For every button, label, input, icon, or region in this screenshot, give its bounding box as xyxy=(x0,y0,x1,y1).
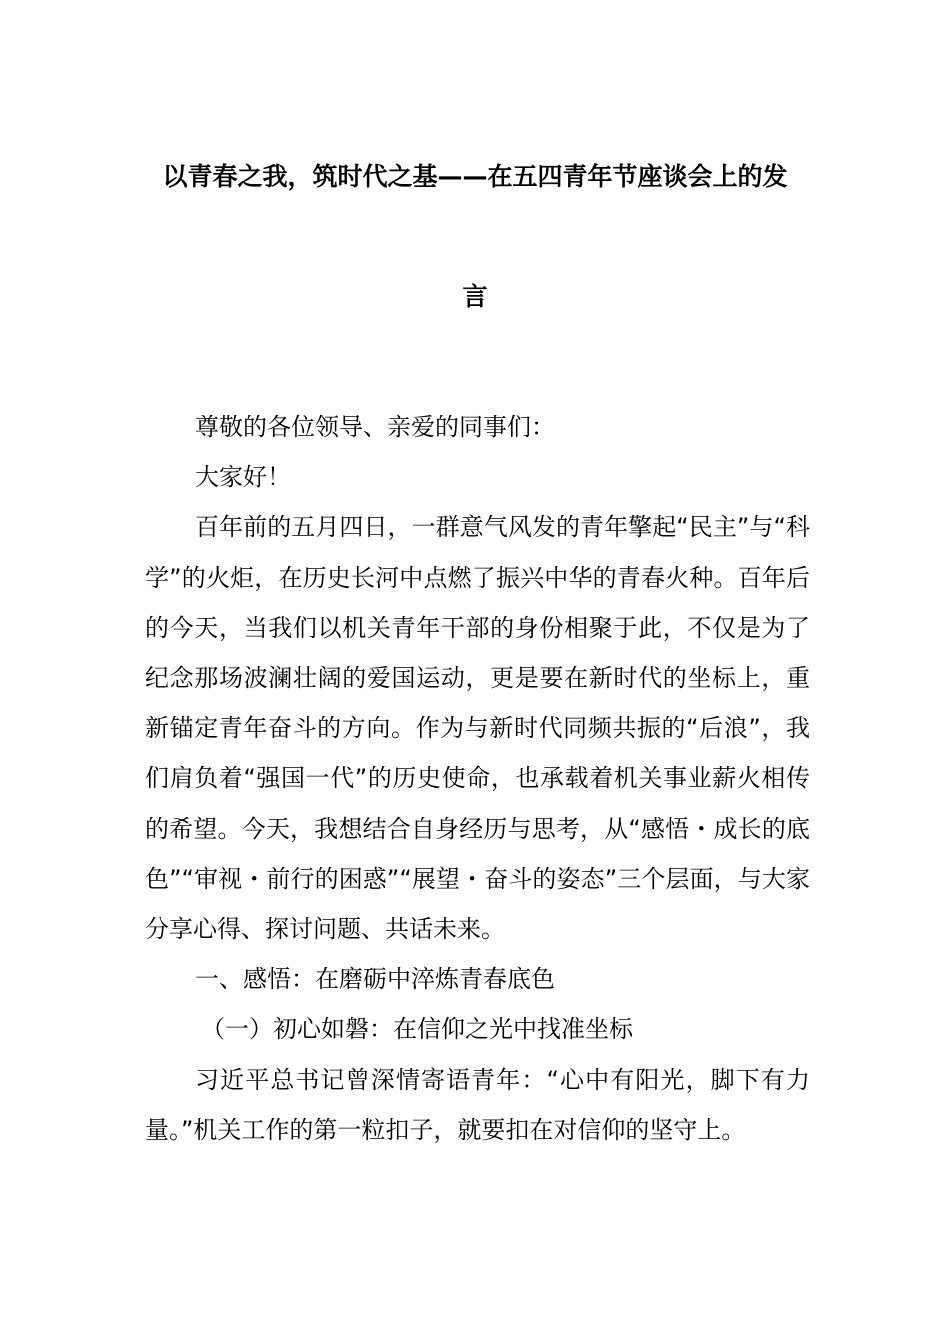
body-paragraph: 习近平总书记曾深情寄语青年：“心中有阳光，脚下有力量。”机关工作的第一粒扣子，就要扣在对信仰的坚守上。 xyxy=(145,1065,810,1144)
section-heading: 一、感悟：在磨砺中淬炼青春底色 xyxy=(195,965,555,994)
intro-paragraph: 百年前的五月四日，一群意气风发的青年擎起“民主”与“科学”的火炬，在历史长河中点燃了振兴中华的青春火种。百年后的今天，当我们以机关青年干部的身份相聚于此，不仅是为了纪念那场波澜壮阔的爱国运动，更是要在新时代的坐标上，重新锚定青年奋斗的方向。作为与新时代同频共振的“后浪”，我们肩负着“强国一代”的历史使命，也承载着机关事业薪火相传的希望。今天，我想结合自身经历与思考，从“感悟・成长的底色”“审视・前行的困惑”“展望・奋斗的姿态”三个层面，与大家分享心得、探讨问题、共话未来。 xyxy=(145,513,810,944)
document-body xyxy=(145,402,810,1155)
greeting-paragraph: 大家好！ xyxy=(195,463,291,492)
salutation-paragraph: 尊敬的各位领导、亲爱的同事们： xyxy=(195,413,555,441)
document-title-line-2: 言 xyxy=(462,282,488,311)
subsection-heading: （一）初心如磐：在信仰之光中找准坐标 xyxy=(201,1015,633,1044)
document-title-line-1: 以青春之我，筑时代之基——在五四青年节座谈会上的发 xyxy=(162,162,788,191)
